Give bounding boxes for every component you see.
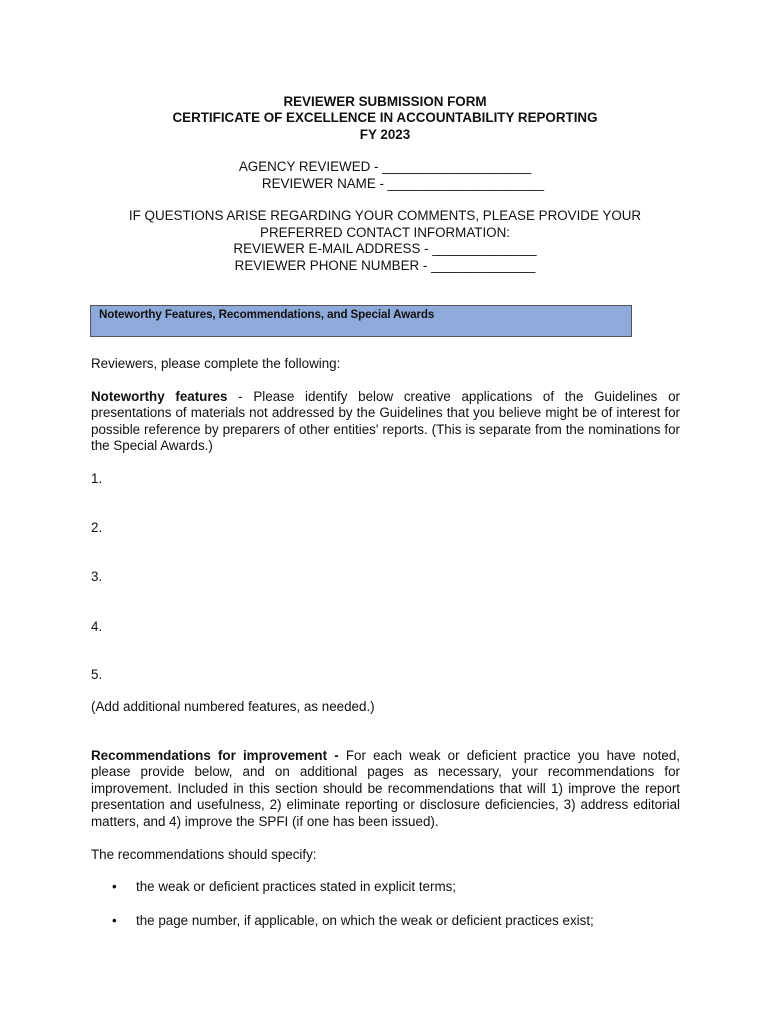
section-banner-title: Noteworthy Features, Recommendations, and Special Awards bbox=[99, 308, 435, 321]
noteworthy-heading: Noteworthy features bbox=[91, 389, 228, 404]
add-features-note: (Add additional numbered features, as needed.) bbox=[91, 699, 375, 714]
bullet-item-2: the page number, if applicable, on which the weak or deficient practices exist; bbox=[136, 913, 594, 928]
contact-instructions-line1: IF QUESTIONS ARISE REGARDING YOUR COMMENTS, PLEASE PROVIDE YOUR bbox=[128, 208, 642, 223]
recommendations-paragraph bbox=[91, 748, 680, 830]
agency-reviewed-field: AGENCY REVIEWED - ____________________ bbox=[238, 159, 532, 174]
contact-instructions-line2: PREFERRED CONTACT INFORMATION: bbox=[260, 225, 510, 240]
feature-number-5: 5. bbox=[91, 667, 103, 682]
reviewer-phone-field: REVIEWER PHONE NUMBER - ______________ bbox=[234, 258, 536, 273]
form-subtitle: CERTIFICATE OF EXCELLENCE IN ACCOUNTABILITY REPORTING bbox=[172, 110, 598, 125]
intro-text: Reviewers, please complete the following: bbox=[91, 356, 341, 371]
specify-intro: The recommendations should specify: bbox=[91, 847, 317, 862]
feature-number-3: 3. bbox=[91, 569, 103, 584]
feature-number-2: 2. bbox=[91, 520, 103, 535]
bullet-item-1: the weak or deficient practices stated in explicit terms; bbox=[136, 879, 457, 894]
section-banner bbox=[90, 305, 632, 337]
reviewer-name-field: REVIEWER NAME - _____________________ bbox=[261, 176, 545, 191]
noteworthy-body: - Please identify below creative applications of the Guidelines or presentations of materials not addressed by the Guidelines that you believe might be of interest for possible reference by preparers of other entities' reports. (This is separate from the nominations for the Special Awards.) bbox=[91, 389, 680, 454]
noteworthy-paragraph bbox=[91, 389, 680, 455]
bullet-dot-icon: • bbox=[112, 913, 117, 928]
reviewer-email-field: REVIEWER E-MAIL ADDRESS - ______________ bbox=[233, 241, 537, 256]
feature-number-1: 1. bbox=[91, 471, 103, 486]
bullet-dot-icon: • bbox=[112, 879, 117, 894]
fiscal-year: FY 2023 bbox=[359, 127, 411, 142]
form-title: REVIEWER SUBMISSION FORM bbox=[283, 94, 487, 109]
recommendations-body: For each weak or deficient practice you have noted, please provide below, and on additional pages as necessary, your recommendations for improvement. Included in this section should be recommendations that will 1) improve the report presentation and usefulness, 2) eliminate reporting or disclosure deficiencies, 3) address editorial matters, and 4) improve the SPFI (if one has been issued). bbox=[91, 748, 680, 829]
feature-number-4: 4. bbox=[91, 619, 103, 634]
recommendations-heading: Recommendations for improvement - bbox=[91, 748, 339, 763]
